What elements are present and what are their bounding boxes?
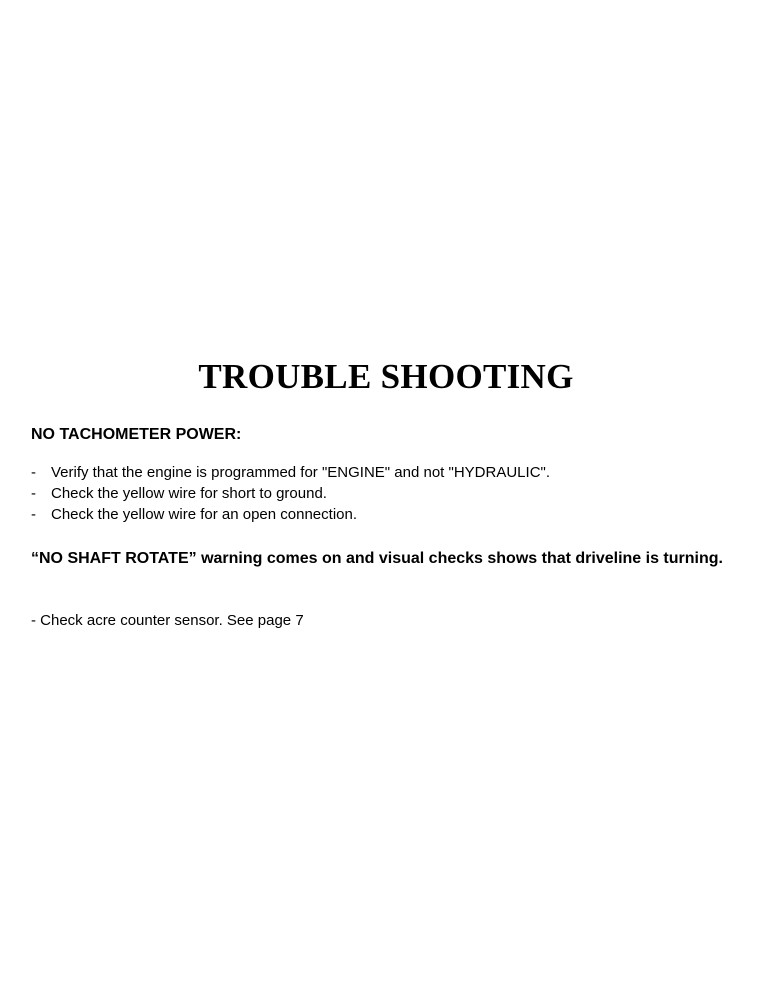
section-heading-no-tachometer-power: NO TACHOMETER POWER:	[31, 426, 242, 443]
tachometer-checklist	[31, 462, 550, 525]
page-title: TROUBLE SHOOTING	[198, 357, 574, 396]
list-item-text: Verify that the engine is programmed for "ENGINE" and not "HYDRAULIC".	[51, 464, 551, 481]
list-item-marker: -	[31, 485, 36, 502]
section-heading-no-shaft-rotate: “NO SHAFT ROTATE” warning comes on and visual checks shows that driveline is turning.	[31, 550, 723, 567]
list-item-marker: -	[31, 506, 36, 523]
list-item	[31, 462, 550, 483]
list-item-text: Check the yellow wire for an open connection.	[51, 506, 358, 523]
list-item	[31, 483, 550, 504]
acre-counter-note: - Check acre counter sensor. See page 7	[31, 612, 304, 629]
list-item-marker: -	[31, 464, 36, 481]
list-item-text: Check the yellow wire for short to ground.	[51, 485, 327, 502]
list-item	[31, 504, 550, 525]
